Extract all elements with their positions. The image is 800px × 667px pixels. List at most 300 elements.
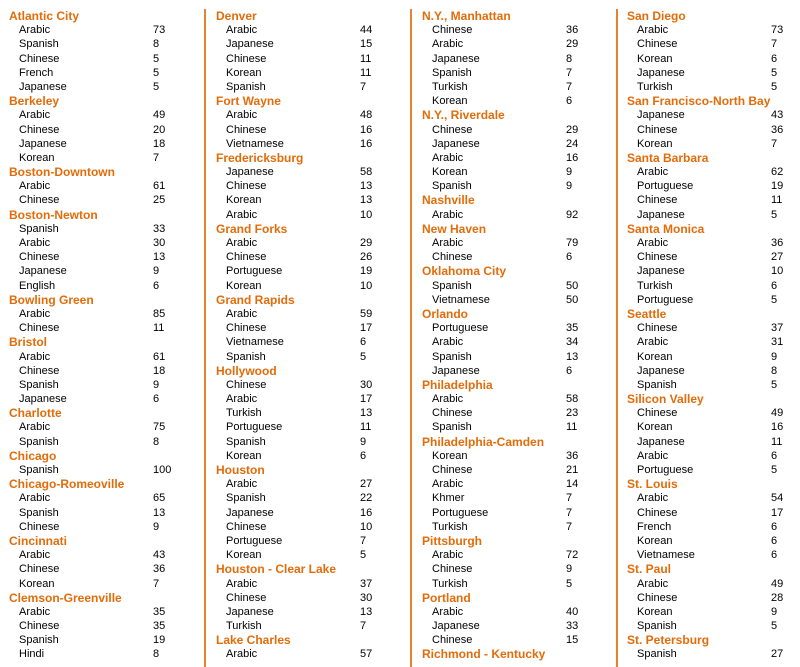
language-name: Chinese [226,251,267,264]
language-count: 27 [771,648,784,661]
language-row [422,477,616,491]
language-name: Spanish [432,279,472,292]
language-name: Japanese [637,364,685,377]
language-count: 5 [771,378,778,391]
city-heading: Fort Wayne [216,94,281,109]
language-name: Spanish [19,634,59,647]
language-name: Portuguese [226,534,283,547]
language-row [9,236,204,250]
city-heading: Pittsburgh [422,533,482,548]
language-name: Chinese [226,591,267,604]
city-heading: Clemson-Greenville [9,590,122,605]
language-name: Arabic [19,549,51,562]
language-row [422,406,616,420]
language-row [216,619,410,633]
language-count: 11 [771,435,783,448]
language-row [422,293,616,307]
language-name: Spanish [432,66,472,79]
language-count: 9 [771,350,778,363]
language-name: Arabic [432,605,464,618]
city-heading: Atlantic City [9,9,80,23]
language-count: 26 [360,251,373,264]
language-name: Spanish [432,180,472,193]
language-name: Arabic [637,336,669,349]
language-count: 7 [566,506,573,519]
language-row [9,137,204,151]
language-name: Turkish [637,80,673,93]
language-row [216,250,410,264]
city-group-chicago-romeoville [9,477,204,534]
language-row [627,179,800,193]
language-row [9,619,204,633]
language-count: 24 [566,137,579,150]
language-name: French [637,520,672,533]
city-group-san-diego [627,9,800,94]
language-count: 6 [771,549,778,562]
city-heading: N.Y., Manhattan [422,9,511,23]
language-row [9,378,204,392]
language-row [627,123,800,137]
language-row [216,208,410,222]
city-group-oklahoma-city [422,264,616,307]
city-heading: St. Petersburg [627,633,710,648]
language-count: 6 [566,95,573,108]
language-count: 18 [153,364,166,377]
language-name: Japanese [226,38,274,51]
city-group-hollywood [216,364,410,463]
language-name: Arabic [432,151,464,164]
language-row [422,605,616,619]
city-heading: Houston [216,463,265,477]
city-group-nashville [422,193,616,221]
language-name: Chinese [226,180,267,193]
language-name: Chinese [19,251,60,264]
city-group-san-francisco-north-bay [627,94,800,151]
language-row [627,605,800,619]
language-name: Japanese [432,620,480,633]
language-count: 6 [771,52,778,65]
language-name: Japanese [637,435,685,448]
language-name: Portuguese [226,421,283,434]
language-count: 29 [360,237,373,249]
language-count: 28 [771,591,784,604]
language-name: Arabic [226,208,258,221]
language-count: 43 [771,109,784,122]
language-name: Arabic [637,24,669,37]
language-count: 9 [566,180,573,193]
language-row [9,562,204,576]
language-count: 19 [153,634,166,647]
language-name: Turkish [226,407,262,420]
language-count: 30 [153,237,166,249]
language-name: Arabic [432,336,464,349]
language-count: 5 [153,80,160,93]
language-count: 5 [771,293,778,306]
language-name: Chinese [432,634,473,647]
language-count: 5 [771,80,778,93]
language-name: Chinese [226,52,267,65]
language-row [627,378,800,392]
language-count: 17 [360,393,373,406]
language-row [216,491,410,505]
city-heading: N.Y., Riverdale [422,108,505,123]
city-heading: Boston-Newton [9,207,98,222]
language-count: 7 [153,577,160,590]
language-count: 6 [153,279,160,292]
city-heading: Portland [422,590,471,605]
language-count: 21 [566,464,579,476]
city-group-silicon-valley [627,392,800,477]
language-name: Korean [226,66,262,79]
language-name: Arabic [226,109,258,122]
language-row [216,193,410,207]
language-row [216,435,410,449]
language-name: Chinese [432,563,473,576]
language-name: Chinese [226,322,267,335]
language-name: Turkish [432,577,468,590]
language-name: Turkish [432,520,468,533]
language-row [627,406,800,420]
language-name: Korean [637,421,673,434]
language-name: Spanish [432,350,472,363]
language-row [9,435,204,449]
language-row [216,66,410,80]
city-heading: Philadelphia-Camden [422,434,545,449]
language-name: Chinese [637,123,678,136]
city-group-denver [216,9,410,94]
language-row [9,123,204,137]
language-name: Arabic [432,478,464,491]
city-heading: Hollywood [216,363,277,378]
language-count: 11 [566,421,578,434]
language-name: Korean [19,151,55,164]
city-heading: Fredericksburg [216,150,304,165]
city-group-boston-newton [9,208,204,293]
language-count: 65 [153,492,166,505]
city-heading: Chicago-Romeoville [9,477,125,492]
language-row [216,420,410,434]
language-name: Arabic [637,237,669,249]
city-group-santa-monica [627,222,800,307]
language-count: 11 [360,66,372,79]
language-count: 27 [771,251,784,264]
language-name: Arabic [19,24,51,37]
language-count: 16 [566,151,579,164]
language-count: 49 [771,407,784,420]
language-name: Chinese [226,520,267,533]
language-name: Arabic [432,393,464,406]
language-row [627,619,800,633]
language-row [9,463,204,477]
language-count: 13 [153,251,166,264]
language-row [216,520,410,534]
city-group-boston-downtown [9,165,204,208]
language-count: 58 [566,393,579,406]
language-row [627,463,800,477]
language-name: Turkish [226,620,262,633]
language-count: 11 [360,52,372,65]
language-count: 22 [360,492,373,505]
language-count: 19 [771,180,784,193]
language-row [422,208,616,222]
language-row [216,52,410,66]
language-row [216,506,410,520]
language-row [216,321,410,335]
language-row [9,52,204,66]
language-row [9,364,204,378]
language-row [422,137,616,151]
language-name: Hindi [19,648,45,661]
city-heading: Orlando [422,306,469,321]
language-count: 30 [360,378,373,391]
language-count: 5 [360,350,367,363]
language-row [216,449,410,463]
language-count: 5 [771,208,778,221]
language-row [627,321,800,335]
language-count: 16 [771,421,784,434]
city-group-fredericksburg [216,151,410,222]
language-name: Arabic [19,605,51,618]
language-row [9,605,204,619]
language-count: 37 [771,322,784,335]
city-heading: Silicon Valley [627,392,704,407]
language-row [422,506,616,520]
language-name: Chinese [637,506,678,519]
language-name: Korean [432,449,468,462]
language-row [627,293,800,307]
language-name: Vietnamese [637,549,695,562]
language-row [422,66,616,80]
language-name: Arabic [637,577,669,590]
language-count: 35 [153,605,166,618]
language-row [9,222,204,236]
language-count: 6 [771,534,778,547]
language-count: 27 [360,478,373,491]
language-count: 7 [566,80,573,93]
language-count: 15 [360,38,373,51]
language-name: Arabic [637,449,669,462]
language-count: 30 [360,591,373,604]
language-row [627,491,800,505]
language-row [422,335,616,349]
city-group-orlando [422,307,616,378]
language-row [422,491,616,505]
language-count: 6 [771,449,778,462]
language-name: Chinese [226,378,267,391]
language-count: 17 [360,322,373,335]
language-row [627,80,800,94]
language-row [422,619,616,633]
language-row [216,264,410,278]
language-row [422,80,616,94]
language-count: 43 [153,549,166,562]
language-name: Arabic [19,180,51,193]
language-count: 13 [566,350,579,363]
city-group-cincinnati [9,534,204,591]
language-name: Arabic [637,492,669,505]
language-row [422,52,616,66]
language-count: 9 [153,520,160,533]
language-name: Spanish [637,648,677,661]
language-name: Turkish [637,279,673,292]
language-name: Arabic [432,237,464,249]
language-count: 61 [153,180,166,193]
language-count: 44 [360,24,373,37]
language-name: Arabic [226,478,258,491]
language-count: 6 [566,364,573,377]
city-group-bristol [9,335,204,406]
city-group-chicago [9,449,204,477]
language-row [627,420,800,434]
language-count: 8 [153,435,160,448]
language-name: Chinese [19,364,60,377]
column-4 [616,9,800,667]
language-count: 5 [153,52,160,65]
language-count: 7 [153,151,160,164]
language-count: 23 [566,407,579,420]
language-name: Spanish [226,80,266,93]
language-count: 9 [153,265,160,278]
language-count: 6 [360,336,367,349]
language-name: Arabic [19,307,51,320]
city-group-portland [422,591,616,648]
city-group-philadelphia [422,378,616,435]
language-row [627,435,800,449]
language-name: Korean [226,194,262,207]
language-name: Korean [637,605,673,618]
language-count: 9 [566,166,573,179]
city-group-lake-charles [216,633,410,661]
language-count: 20 [153,123,166,136]
city-group-st-louis [627,477,800,562]
city-heading: Chicago [9,448,57,463]
language-name: Portuguese [637,293,694,306]
language-row [216,23,410,37]
city-heading: Nashville [422,193,475,208]
language-row [422,364,616,378]
language-row [216,279,410,293]
language-row [9,264,204,278]
language-name: Spanish [19,464,59,476]
language-count: 7 [566,492,573,505]
language-name: Arabic [19,421,51,434]
city-heading: Oklahoma City [422,264,507,279]
language-count: 54 [771,492,784,505]
language-row [216,605,410,619]
language-row [9,23,204,37]
language-name: Korean [637,534,673,547]
language-row [216,477,410,491]
language-name: Japanese [432,137,480,150]
language-count: 73 [771,24,784,37]
language-count: 25 [153,194,166,207]
language-count: 36 [771,237,784,249]
language-row [9,491,204,505]
language-name: Arabic [19,237,51,249]
city-group-n-y-manhattan [422,9,616,108]
language-count: 37 [360,577,373,590]
language-name: Portuguese [637,180,694,193]
language-count: 11 [153,322,165,335]
language-row [627,279,800,293]
city-group-pittsburgh [422,534,616,591]
language-count: 7 [360,534,367,547]
language-name: Chinese [432,123,473,136]
language-name: Korean [19,577,55,590]
language-row [9,108,204,122]
language-count: 34 [566,336,579,349]
language-count: 36 [153,563,166,576]
language-row [422,94,616,108]
language-count: 29 [566,123,579,136]
language-row [9,151,204,165]
language-name: Turkish [432,80,468,93]
language-count: 8 [153,648,160,661]
language-name: Portuguese [432,506,489,519]
city-heading: Santa Monica [627,221,705,236]
language-row [627,137,800,151]
language-row [9,548,204,562]
city-heading: Lake Charles [216,633,291,648]
language-name: Korean [226,449,262,462]
language-name: Spanish [226,492,266,505]
language-count: 10 [771,265,784,278]
language-row [216,647,410,661]
city-heading: St. Louis [627,477,678,492]
language-count: 59 [360,307,373,320]
language-row [422,179,616,193]
language-name: Korean [226,279,262,292]
city-heading: New Haven [422,221,487,236]
language-row [627,335,800,349]
language-count: 35 [566,322,579,335]
language-row [627,165,800,179]
language-name: Chinese [637,194,678,207]
language-name: Khmer [432,492,465,505]
language-name: Korean [226,549,262,562]
language-name: Spanish [637,378,677,391]
language-count: 13 [153,506,166,519]
language-count: 10 [360,208,373,221]
language-name: Vietnamese [432,293,490,306]
language-row [627,647,800,661]
language-row [422,449,616,463]
language-count: 16 [360,137,373,150]
language-name: Chinese [637,322,678,335]
language-count: 6 [566,251,573,264]
language-row [216,591,410,605]
language-count: 57 [360,648,373,661]
language-row [216,108,410,122]
language-count: 72 [566,549,579,562]
city-group-houston-clear-lake [216,562,410,633]
language-name: Japanese [19,137,67,150]
language-name: Spanish [226,435,266,448]
language-count: 8 [771,364,778,377]
language-count: 7 [566,66,573,79]
city-group-philadelphia-camden [422,435,616,534]
language-row [216,548,410,562]
language-count: 6 [360,449,367,462]
language-count: 33 [566,620,579,633]
language-row [422,236,616,250]
language-name: Spanish [19,38,59,51]
language-name: Arabic [226,393,258,406]
language-count: 61 [153,350,166,363]
language-row [216,123,410,137]
language-name: Arabic [226,237,258,249]
language-row [9,350,204,364]
